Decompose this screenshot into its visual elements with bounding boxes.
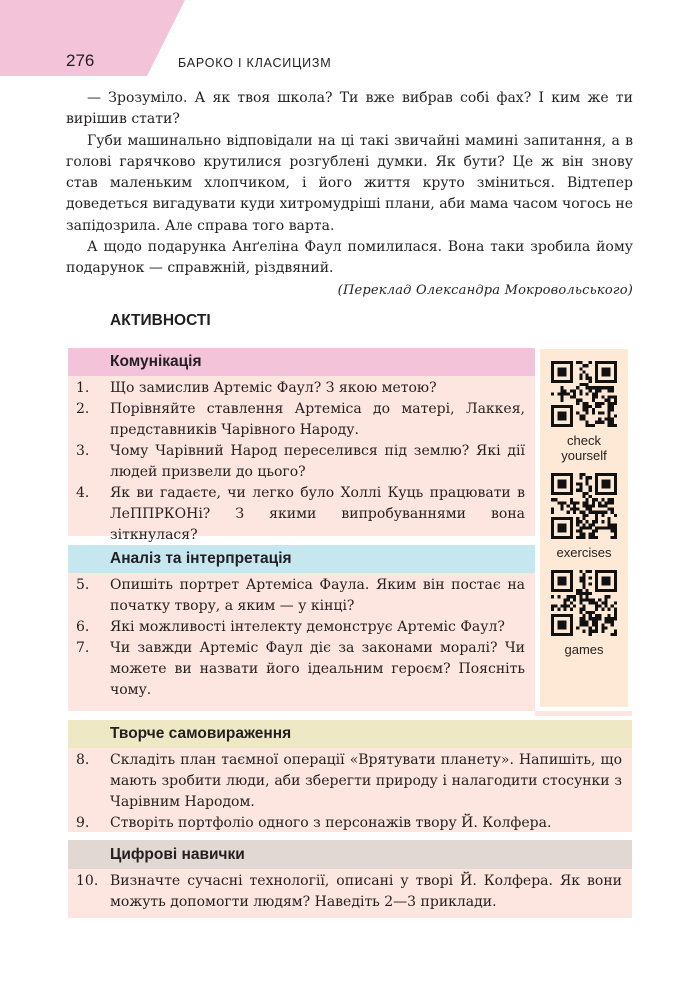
qr-sidebar-panel: [540, 349, 628, 707]
item-number: 4.: [76, 485, 90, 501]
activity-item: [76, 483, 525, 546]
activity-item: [76, 813, 622, 834]
page-number: 276: [66, 51, 95, 70]
qr-check-yourself[interactable]: [551, 361, 617, 463]
item-number: 6.: [76, 619, 90, 635]
item-number: 1.: [76, 380, 90, 396]
activity-item: [76, 575, 525, 617]
qr-label: exercises: [556, 545, 612, 560]
section-heading-communication: Комунікація: [68, 348, 535, 376]
activity-item: [76, 638, 525, 701]
item-number: 9.: [76, 815, 90, 831]
section-heading-creative: Творче самовираження: [68, 720, 632, 748]
section-heading-digital: Цифрові навички: [68, 840, 632, 869]
translation-attribution: (Переклад Олександра Мокровольського): [337, 282, 633, 298]
item-text: Опишіть портрет Артеміса Фаула. Яким він постає на початку твору, а яким — у кінці?: [110, 577, 525, 614]
item-number: 7.: [76, 640, 90, 656]
item-number: 2.: [76, 401, 90, 417]
item-text: Порівняйте ставлення Артеміса до матері, Лаккея, представників Чарівного Народу.: [110, 401, 525, 438]
story-excerpt: [66, 88, 633, 301]
item-number: 3.: [76, 443, 90, 459]
item-text: Що замислив Артеміс Фаул? З якою метою?: [110, 380, 437, 396]
section-items-communication: [68, 376, 535, 543]
section-items-creative: [68, 748, 632, 832]
item-number: 8.: [76, 752, 90, 768]
activity-item: [76, 617, 525, 638]
paragraph: А щодо подарунка Анґеліна Фаул помилилася. Вона таки зробила йому подарунок — справжній, різдвяний.: [66, 239, 633, 277]
running-head: БАРОКО І КЛАСИЦИЗМ: [178, 56, 332, 70]
activity-item: [76, 378, 525, 399]
qr-games[interactable]: [551, 570, 617, 657]
qr-sidebar: [535, 346, 632, 711]
paragraph: — Зрозуміло. А як твоя школа? Ти вже вибрав собі фах? І ким же ти вирішив стати?: [66, 90, 633, 128]
item-text: Які можливості інтелекту демонструє Артеміс Фаул?: [110, 619, 505, 635]
item-text: Створіть портфоліо одного з персонажів твору Й. Колфера.: [110, 815, 552, 831]
activity-item: [76, 399, 525, 441]
item-number: 10.: [76, 873, 99, 889]
qr-code-icon[interactable]: [551, 473, 617, 539]
item-text: Чому Чарівний Народ переселився під землю? Які дії людей призвели до цього?: [110, 443, 525, 480]
qr-label: games: [564, 642, 604, 657]
qr-label: check yourself: [561, 433, 607, 463]
section-items-analysis: [68, 573, 535, 711]
item-text: Чи завжди Артеміс Фаул діє за законами моралі? Чи можете ви назвати його ідеальним героєм? Поясніть чому.: [110, 640, 525, 698]
item-text: Як ви гадаєте, чи легко було Холлі Куць працювати в ЛеППРКОНі? З якими випробуваннями вона зіткнулася?: [110, 485, 525, 543]
item-text: Складіть план таємної операції «Врятувати планету». Напишіть, що мають зробити люди, аби зберегти природу і налагодити стосунки з Чарівним Народом.: [110, 752, 622, 810]
activity-item: [76, 871, 622, 913]
section-heading-analysis: Аналіз та інтерпретація: [68, 545, 535, 573]
qr-exercises[interactable]: [551, 473, 617, 560]
item-number: 5.: [76, 577, 90, 593]
paragraph: Губи машинально відповідали на ці такі звичайні мамині запитання, а в голові гарячково крутилися розгублені думки. Як бути? Це ж він знову став маленьким хлопчиком, і його життя круто зміниться. Відтепер доведеться вигадувати куди хитромудріші плани, аби мама часом чогось не запідозрила. Але справа того варта.: [66, 132, 633, 234]
qr-code-icon[interactable]: [551, 361, 617, 427]
activities-title: АКТИВНОСТІ: [110, 312, 211, 329]
qr-code-icon[interactable]: [551, 570, 617, 636]
item-text: Визначте сучасні технології, описані у творі Й. Колфера. Як вони можуть допомогти людям? Наведіть 2—3 приклади.: [110, 873, 622, 910]
activity-item: [76, 441, 525, 483]
activity-item: [76, 750, 622, 813]
section-items-digital: [68, 869, 632, 918]
